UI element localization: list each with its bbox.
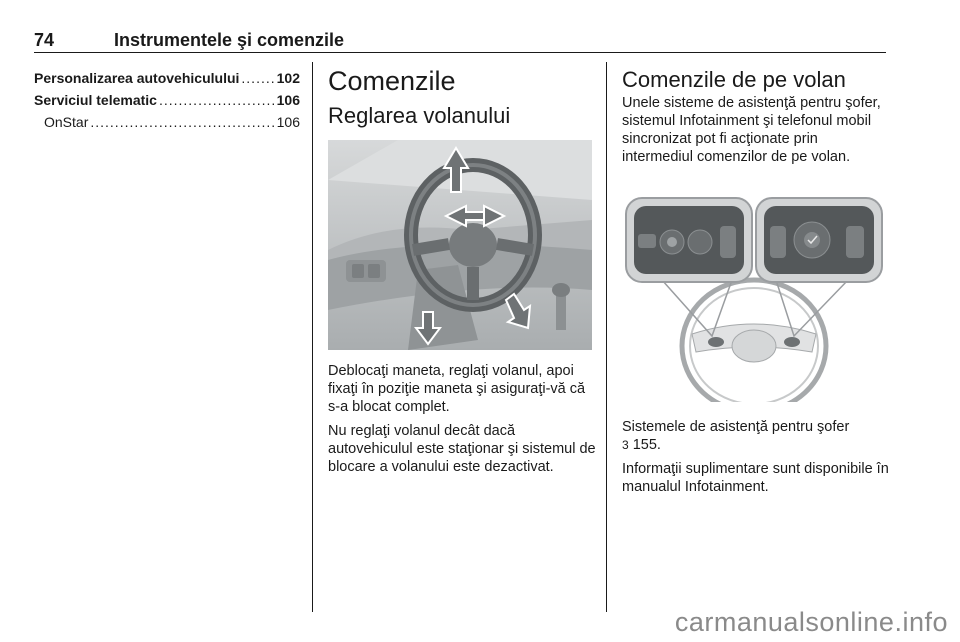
- column-divider-right: [606, 62, 607, 612]
- watermark-text: carmanualsonline.info: [674, 607, 948, 637]
- toc-entry[interactable]: [34, 114, 300, 136]
- toc-list: [34, 70, 300, 136]
- cross-reference[interactable]: [622, 418, 890, 454]
- toc-entry[interactable]: [34, 92, 300, 114]
- paragraph: Deblocaţi maneta, reglaţi volanul, apoi fixaţi în poziţie maneta şi asiguraţi-vă că s-a blocat complet.: [328, 363, 586, 415]
- toc-entry-label: Personalizarea autovehiculului: [34, 70, 240, 86]
- toc-entry[interactable]: [34, 70, 300, 92]
- paragraph: Nu reglaţi volanul decât dacă autovehiculul este staţionar şi sistemul de blocare a volanului este dezactivat.: [328, 423, 596, 475]
- paragraph: Informaţii suplimentare sunt disponibile în manualul Infotainment.: [622, 461, 889, 495]
- subsection-heading: Reglarea volanului: [328, 103, 511, 128]
- section-heading: Comenzile de pe volan: [622, 67, 846, 92]
- chapter-title: Instrumentele şi comenzile: [114, 30, 345, 50]
- toc-entry-page: 102: [276, 70, 300, 86]
- right-body-text: [622, 418, 890, 502]
- toc-entry-label: Serviciul telematic: [34, 92, 157, 108]
- page-number: 74: [34, 30, 55, 50]
- middle-column: [328, 66, 592, 130]
- toc-entry-page: 106: [276, 92, 300, 108]
- header-rule: [34, 52, 886, 53]
- column-divider-left: [312, 62, 313, 612]
- toc-entry-label: OnStar: [44, 114, 89, 130]
- xref-page: 155.: [632, 437, 661, 453]
- toc-leader: [90, 114, 274, 130]
- toc-entry-page: 106: [276, 114, 300, 130]
- xref-arrow-icon: 3: [622, 438, 629, 452]
- right-column: [622, 66, 890, 166]
- page-header: [34, 30, 886, 52]
- xref-text: Sistemele de asistenţă pentru şofer: [622, 419, 850, 435]
- steering-adjustment-illustration: [328, 140, 592, 350]
- toc-leader: [241, 70, 274, 86]
- toc-leader: [159, 92, 275, 108]
- steering-wheel-controls-illustration: [622, 196, 886, 402]
- section-heading: Comenzile: [328, 66, 456, 96]
- middle-body-text: [328, 362, 596, 482]
- paragraph: Unele sisteme de asistenţă pentru şofer, sistemul Infotainment şi telefonul mobil sincronizat pot fi acţionate prin intermediul comenzilor de pe volan.: [622, 95, 881, 165]
